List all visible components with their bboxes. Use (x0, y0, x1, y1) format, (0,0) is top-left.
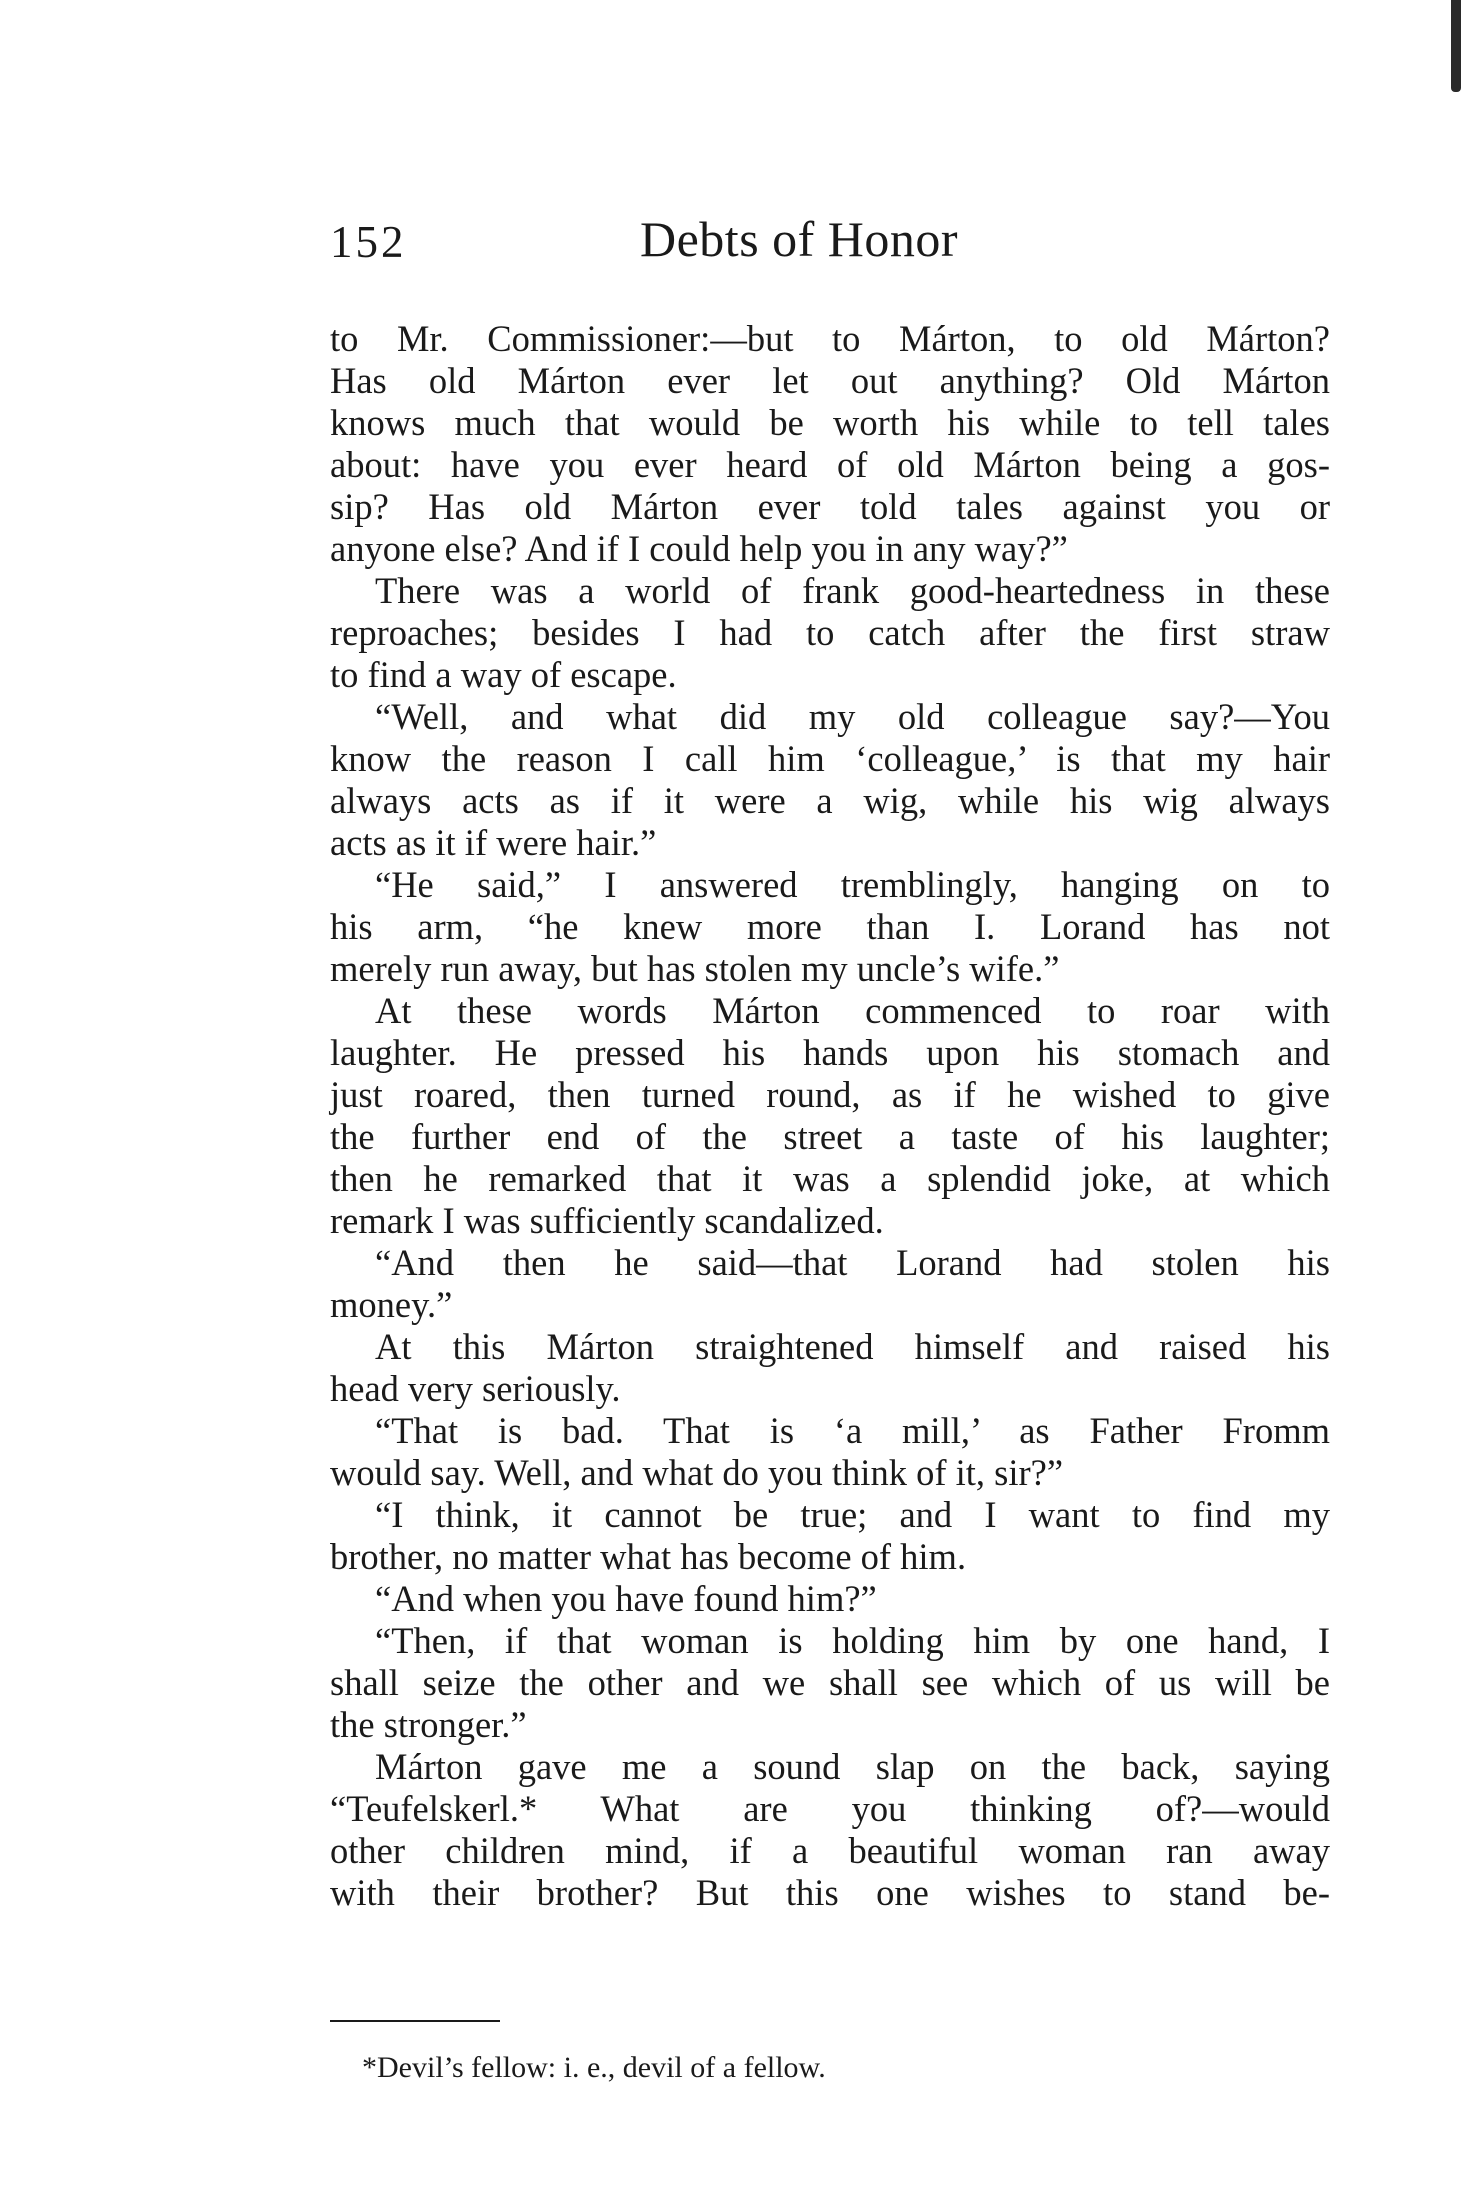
text-line: Márton gave me a sound slap on the back, saying (375, 1746, 1330, 1787)
text-line: anyone else? And if I could help you in any way?” (330, 528, 1068, 569)
text-line: his arm, “he knew more than I. Lorand has not (330, 906, 1330, 947)
text-line: shall seize the other and we shall see which of us will be (330, 1662, 1330, 1703)
text-line: “I think, it cannot be true; and I want to find my (375, 1494, 1330, 1535)
text-line: At this Márton straightened himself and raised his (375, 1326, 1330, 1367)
text-line: would say. Well, and what do you think of it, sir?” (330, 1452, 1064, 1493)
text-line: “He said,” I answered tremblingly, hanging on to (375, 864, 1330, 905)
text-line: brother, no matter what has become of him. (330, 1536, 967, 1577)
text-line: with their brother? But this one wishes to stand be- (330, 1872, 1330, 1913)
page-number: 152 (330, 217, 407, 267)
text-line: knows much that would be worth his while to tell tales (330, 402, 1330, 443)
text-line: remark I was sufficiently scandalized. (330, 1200, 884, 1241)
page-edge-mark (1451, 0, 1461, 92)
text-line: sip? Has old Márton ever told tales against you or (330, 486, 1330, 527)
text-line: always acts as if it were a wig, while his wig always (330, 780, 1330, 821)
text-line: “And then he said—that Lorand had stolen his (375, 1242, 1330, 1283)
text-line: about: have you ever heard of old Márton being a gos- (330, 444, 1330, 485)
text-line: There was a world of frank good-heartedness in these (375, 570, 1330, 611)
text-line: laughter. He pressed his hands upon his stomach and (330, 1032, 1330, 1073)
text-line: reproaches; besides I had to catch after the first straw (330, 612, 1330, 653)
body-text (330, 318, 1330, 1914)
text-line: Has old Márton ever let out anything? Old Márton (330, 360, 1330, 401)
text-line: “That is bad. That is ‘a mill,’ as Father Fromm (375, 1410, 1330, 1451)
text-line: money.” (330, 1284, 453, 1325)
text-line: know the reason I call him ‘colleague,’ is that my hair (330, 738, 1330, 779)
footnote: *Devil’s fellow: i. e., devil of a fellow. (362, 2051, 826, 2084)
text-line: merely run away, but has stolen my uncle’s wife.” (330, 948, 1060, 989)
text-line: head very seriously. (330, 1368, 621, 1409)
text-line: “Then, if that woman is holding him by one hand, I (375, 1620, 1330, 1661)
text-line: then he remarked that it was a splendid joke, at which (330, 1158, 1330, 1199)
text-line: acts as it if were hair.” (330, 822, 657, 863)
text-line: to find a way of escape. (330, 654, 677, 695)
text-line: the stronger.” (330, 1704, 527, 1745)
text-line: “Teufelskerl.* What are you thinking of?—would (330, 1788, 1330, 1829)
text-line: to Mr. Commissioner:—but to Márton, to old Márton? (330, 318, 1330, 359)
text-line: other children mind, if a beautiful woman ran away (330, 1830, 1330, 1871)
text-line: “Well, and what did my old colleague say?—You (375, 696, 1330, 737)
footnote-rule (330, 2020, 500, 2022)
text-line: “And when you have found him?” (375, 1578, 877, 1619)
text-line: At these words Márton commenced to roar with (375, 990, 1330, 1031)
text-line: the further end of the street a taste of his laughter; (330, 1116, 1330, 1157)
text-line: just roared, then turned round, as if he wished to give (330, 1074, 1330, 1115)
running-title: Debts of Honor (640, 211, 959, 267)
